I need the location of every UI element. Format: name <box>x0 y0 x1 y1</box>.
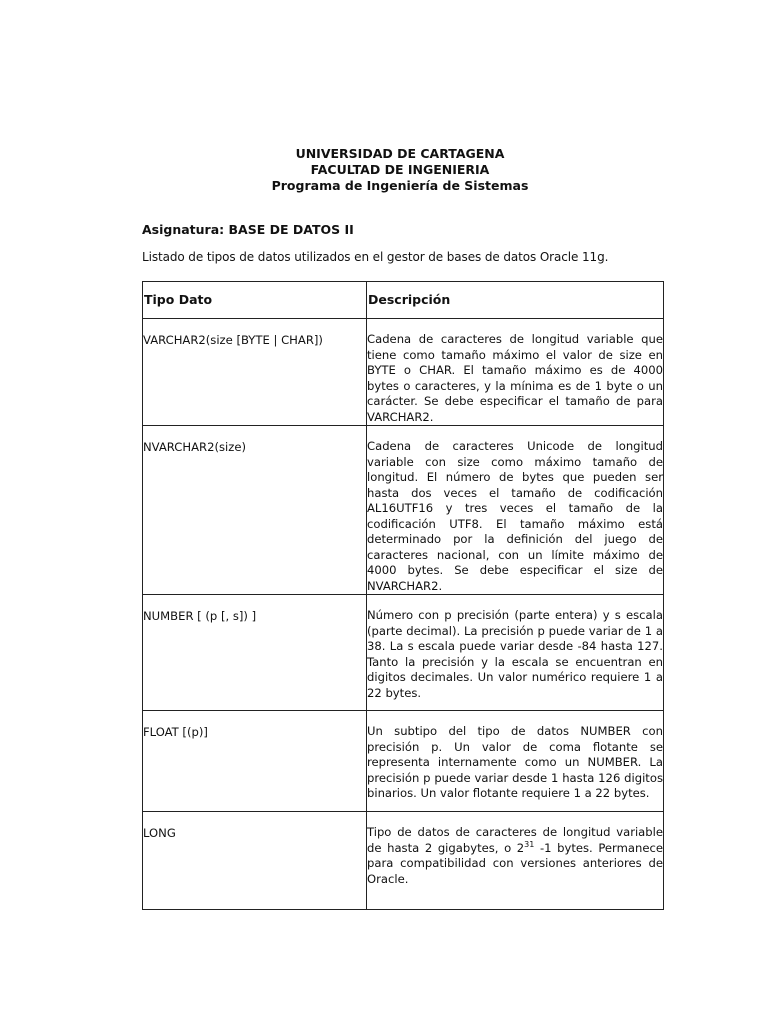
type-cell: VARCHAR2(size [BYTE | CHAR]) <box>143 319 367 426</box>
table-row <box>143 595 664 711</box>
description-cell: Cadena de caracteres de longitud variable que tiene como tamaño máximo el valor de size en BYTE o CHAR. El tamaño máximo es de 4000 bytes o caracteres, y la mínima es de 1 byte o un carácter. Se debe especificar el tamaño de para VARCHAR2. <box>367 319 664 426</box>
type-cell: FLOAT [(p)] <box>143 711 367 812</box>
description-cell <box>367 812 664 910</box>
table-row <box>143 812 664 910</box>
table-row <box>143 711 664 812</box>
type-cell: NUMBER [ (p [, s]) ] <box>143 595 367 711</box>
faculty-name: FACULTAD DE INGENIERIA <box>310 162 490 177</box>
type-cell: LONG <box>143 812 367 910</box>
data-types-table <box>142 281 664 910</box>
table-header-row <box>143 282 664 319</box>
description-cell: Cadena de caracteres Unicode de longitud variable con size como máximo tamaño de longitud. El número de bytes que pueden ser hasta dos veces el tamaño de codificación AL16UTF16 y tres veces el tamaño de la codificación UTF8. El tamaño máximo está determinado por la definición del juego de caracteres nacional, con un límite máximo de 4000 bytes. Se debe especificar el size de NVARCHAR2. <box>367 426 664 595</box>
table-row <box>143 426 664 595</box>
program-name: Programa de Ingeniería de Sistemas <box>271 178 529 193</box>
document-header <box>0 146 768 194</box>
column-header-type: Tipo Dato <box>143 282 367 319</box>
description-cell: Un subtipo del tipo de datos NUMBER con precisión p. Un valor de coma flotante se representa internamente como un NUMBER. La precisión p puede variar desde 1 hasta 126 digitos binarios. Un valor flotante requiere 1 a 22 bytes. <box>367 711 664 812</box>
type-cell: NVARCHAR2(size) <box>143 426 367 595</box>
exponent: 31 <box>524 839 535 849</box>
description-cell: Número con p precisión (parte entera) y s escala (parte decimal). La precisión p puede variar de 1 a 38. La s escala puede variar desde -84 hasta 127. Tanto la precisión y la escala se encuentran en digitos decimales. Un valor numérico requiere 1 a 22 bytes. <box>367 595 664 711</box>
column-header-description: Descripción <box>367 282 664 319</box>
intro-paragraph: Listado de tipos de datos utilizados en el gestor de bases de datos Oracle 11g. <box>142 250 609 264</box>
table-row <box>143 319 664 426</box>
university-name: UNIVERSIDAD DE CARTAGENA <box>295 146 505 161</box>
description-text: -1 bytes. Permanece para compatibilidad con versiones anteriores de Oracle. <box>367 840 664 886</box>
description-text: Tipo de datos de caracteres de longitud variable de hasta 2 gigabytes, o 2 <box>367 825 663 855</box>
subject-title: Asignatura: BASE DE DATOS II <box>142 222 354 237</box>
